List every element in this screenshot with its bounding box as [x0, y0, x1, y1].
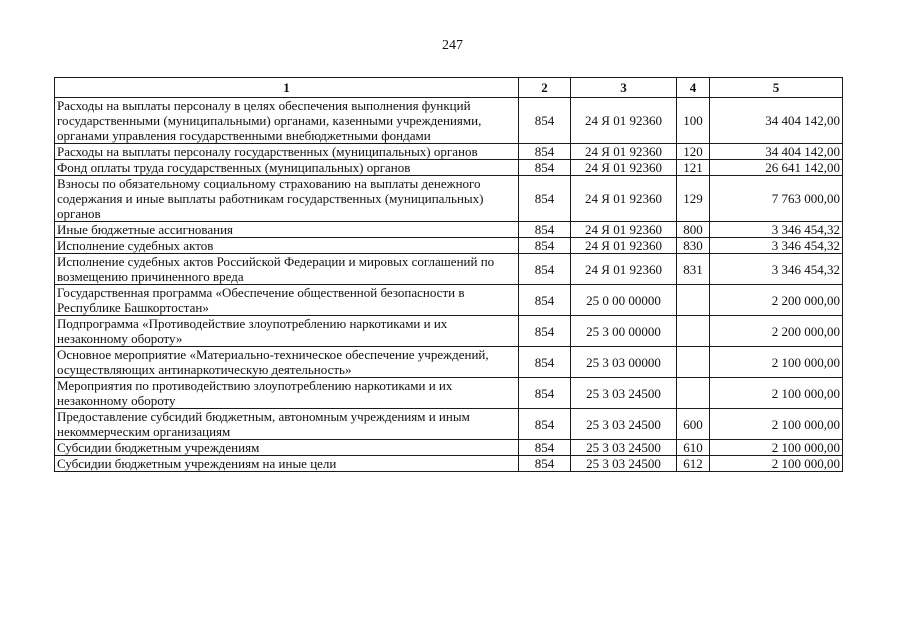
row-name: Подпрограмма «Противодействие злоупотреблению наркотиками и их незаконному обороту»	[55, 316, 519, 347]
row-code: 854	[519, 316, 571, 347]
row-type	[677, 316, 710, 347]
row-code: 854	[519, 456, 571, 472]
row-name: Субсидии бюджетным учреждениям на иные цели	[55, 456, 519, 472]
row-sum: 2 100 000,00	[710, 409, 843, 440]
row-program: 25 3 03 24500	[571, 440, 677, 456]
row-sum: 34 404 142,00	[710, 98, 843, 144]
table-row	[55, 347, 843, 378]
table-row	[55, 440, 843, 456]
row-name: Государственная программа «Обеспечение общественной безопасности в Республике Башкортостан»	[55, 285, 519, 316]
row-code: 854	[519, 98, 571, 144]
row-sum: 26 641 142,00	[710, 160, 843, 176]
row-program: 24 Я 01 92360	[571, 254, 677, 285]
row-code: 854	[519, 285, 571, 316]
table-row	[55, 144, 843, 160]
row-code: 854	[519, 440, 571, 456]
row-name: Исполнение судебных актов Российской Федерации и мировых соглашений по возмещению причиненного вреда	[55, 254, 519, 285]
row-program: 25 3 03 24500	[571, 456, 677, 472]
header-col-name: 1	[55, 78, 519, 98]
row-name: Расходы на выплаты персоналу государственных (муниципальных) органов	[55, 144, 519, 160]
row-type: 612	[677, 456, 710, 472]
row-code: 854	[519, 254, 571, 285]
row-code: 854	[519, 238, 571, 254]
row-sum: 34 404 142,00	[710, 144, 843, 160]
row-type	[677, 285, 710, 316]
row-name: Мероприятия по противодействию злоупотреблению наркотиками и их незаконному обороту	[55, 378, 519, 409]
table-row	[55, 160, 843, 176]
row-program: 24 Я 01 92360	[571, 238, 677, 254]
table-row	[55, 238, 843, 254]
row-type: 610	[677, 440, 710, 456]
row-sum: 2 100 000,00	[710, 347, 843, 378]
header-col-sum: 5	[710, 78, 843, 98]
row-program: 25 3 03 24500	[571, 378, 677, 409]
row-sum: 7 763 000,00	[710, 176, 843, 222]
row-type: 600	[677, 409, 710, 440]
row-sum: 3 346 454,32	[710, 254, 843, 285]
table-row	[55, 98, 843, 144]
row-sum: 3 346 454,32	[710, 238, 843, 254]
table-row	[55, 378, 843, 409]
row-program: 24 Я 01 92360	[571, 160, 677, 176]
row-sum: 2 200 000,00	[710, 285, 843, 316]
row-code: 854	[519, 347, 571, 378]
table-body	[55, 98, 843, 472]
header-col-type: 4	[677, 78, 710, 98]
table-row	[55, 409, 843, 440]
row-sum: 3 346 454,32	[710, 222, 843, 238]
row-name: Основное мероприятие «Материально-техническое обеспечение учреждений, осуществляющих антинаркотическую деятельность»	[55, 347, 519, 378]
row-sum: 2 100 000,00	[710, 440, 843, 456]
row-name: Предоставление субсидий бюджетным, автономным учреждениям и иным некоммерческим организациям	[55, 409, 519, 440]
row-code: 854	[519, 409, 571, 440]
header-col-code: 2	[519, 78, 571, 98]
row-name: Расходы на выплаты персоналу в целях обеспечения выполнения функций государственными (муниципальными) органами, казенными учреждениями, органами управления государственными внебюджетными фондами	[55, 98, 519, 144]
row-type	[677, 347, 710, 378]
header-row	[55, 78, 843, 98]
page-number: 247	[442, 38, 463, 53]
table-row	[55, 176, 843, 222]
row-program: 24 Я 01 92360	[571, 98, 677, 144]
row-program: 24 Я 01 92360	[571, 176, 677, 222]
row-type: 831	[677, 254, 710, 285]
row-name: Взносы по обязательному социальному страхованию на выплаты денежного содержания и иные выплаты работникам государственных (муниципальных) органов	[55, 176, 519, 222]
row-program: 25 3 00 00000	[571, 316, 677, 347]
row-type: 120	[677, 144, 710, 160]
table-row	[55, 254, 843, 285]
row-code: 854	[519, 176, 571, 222]
row-type: 121	[677, 160, 710, 176]
row-program: 25 3 03 00000	[571, 347, 677, 378]
table-row	[55, 222, 843, 238]
row-code: 854	[519, 222, 571, 238]
table-header	[55, 78, 843, 98]
row-name: Субсидии бюджетным учреждениям	[55, 440, 519, 456]
row-name: Иные бюджетные ассигнования	[55, 222, 519, 238]
table-row	[55, 456, 843, 472]
header-col-program: 3	[571, 78, 677, 98]
row-type: 129	[677, 176, 710, 222]
row-program: 25 3 03 24500	[571, 409, 677, 440]
row-program: 25 0 00 00000	[571, 285, 677, 316]
row-type: 830	[677, 238, 710, 254]
row-type: 100	[677, 98, 710, 144]
row-sum: 2 100 000,00	[710, 456, 843, 472]
row-program: 24 Я 01 92360	[571, 144, 677, 160]
row-name: Фонд оплаты труда государственных (муниципальных) органов	[55, 160, 519, 176]
row-program: 24 Я 01 92360	[571, 222, 677, 238]
row-type: 800	[677, 222, 710, 238]
row-name: Исполнение судебных актов	[55, 238, 519, 254]
table-row	[55, 316, 843, 347]
table-row	[55, 285, 843, 316]
row-sum: 2 200 000,00	[710, 316, 843, 347]
row-code: 854	[519, 160, 571, 176]
row-code: 854	[519, 144, 571, 160]
row-code: 854	[519, 378, 571, 409]
budget-table	[54, 77, 843, 472]
row-type	[677, 378, 710, 409]
row-sum: 2 100 000,00	[710, 378, 843, 409]
